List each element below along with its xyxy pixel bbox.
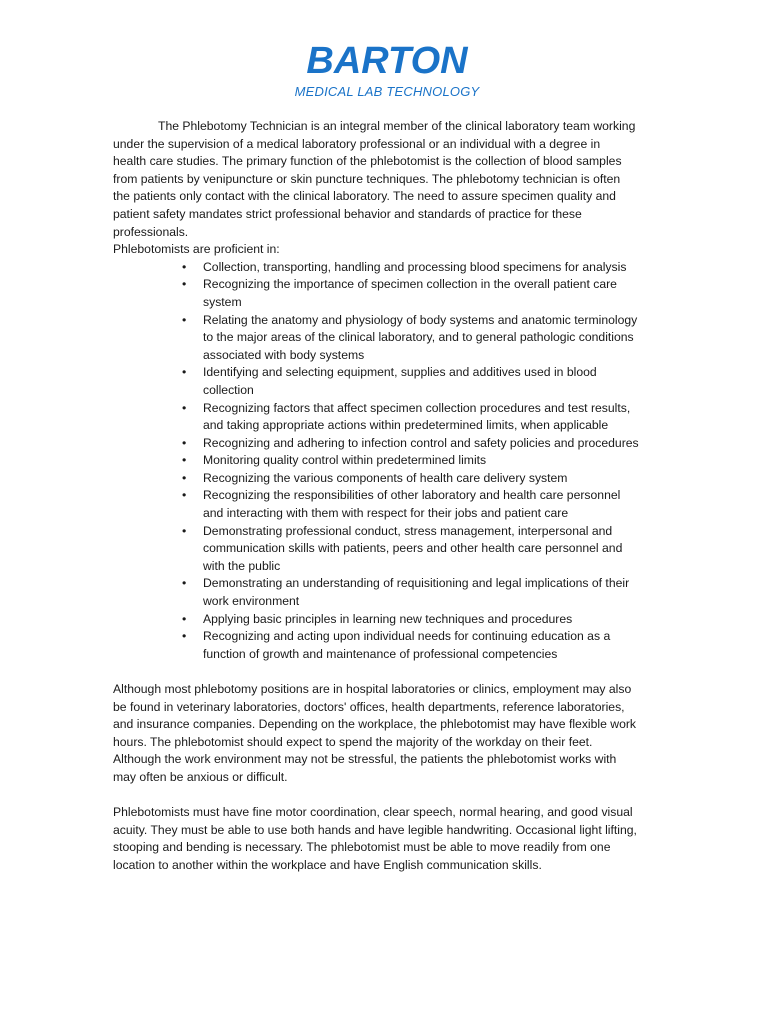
list-item-line: Collection, transporting, handling and processing blood specimens for analysis bbox=[203, 259, 627, 274]
paragraph-spacer bbox=[113, 787, 673, 805]
bullet-icon: • bbox=[182, 611, 187, 626]
list-item-line: function of growth and maintenance of professional competencies bbox=[203, 646, 558, 661]
list-item-line: collection bbox=[203, 382, 254, 397]
list-item-line: Demonstrating an understanding of requisitioning and legal implications of their bbox=[203, 576, 630, 591]
list-item bbox=[113, 259, 673, 277]
list-item bbox=[113, 611, 673, 629]
list-item-line: and taking appropriate actions within predetermined limits, when applicable bbox=[203, 418, 609, 433]
list-item bbox=[113, 628, 673, 663]
list-item-line: Applying basic principles in learning new techniques and procedures bbox=[203, 611, 573, 626]
logo-tagline: MEDICAL LAB TECHNOLOGY bbox=[294, 84, 480, 99]
list-item-line: communication skills with patients, peers and other health care personnel and bbox=[203, 541, 623, 556]
list-item-line: Demonstrating professional conduct, stress management, interpersonal and bbox=[203, 523, 613, 538]
bullet-icon: • bbox=[182, 259, 187, 274]
paragraph-line: stooping and bending is necessary. The phlebotomist must be able to move readily from one bbox=[113, 840, 611, 855]
bullet-icon: • bbox=[182, 435, 187, 450]
list-item-line: work environment bbox=[203, 594, 300, 609]
list-item-line: system bbox=[203, 294, 242, 309]
bullet-icon: • bbox=[182, 453, 187, 468]
paragraph-line: be found in veterinary laboratories, doctors' offices, health departments, reference laboratories, bbox=[113, 699, 625, 714]
paragraph-line: health care studies. The primary function of the phlebotomist is the collection of blood samples bbox=[113, 154, 622, 169]
intro-paragraph bbox=[113, 118, 673, 241]
list-item-line: Recognizing and acting upon individual needs for continuing education as a bbox=[203, 629, 611, 644]
list-item-line: Recognizing factors that affect specimen collection procedures and test results, bbox=[203, 400, 631, 415]
bullet-icon: • bbox=[182, 629, 187, 644]
list-heading: Phlebotomists are proficient in: bbox=[113, 242, 280, 257]
list-item bbox=[113, 312, 673, 365]
list-item bbox=[113, 435, 673, 453]
paragraph-line: The Phlebotomy Technician is an integral member of the clinical laboratory team working bbox=[158, 119, 636, 133]
bullet-icon: • bbox=[182, 400, 187, 415]
paragraph-line: location to another within the workplace and have English communication skills. bbox=[113, 857, 542, 872]
paragraph-line: from patients by venipuncture or skin puncture techniques. The phlebotomy technician is often bbox=[113, 171, 621, 186]
paragraph-line: acuity. They must be able to use both hands and have legible handwriting. Occasional light lifting, bbox=[113, 822, 637, 837]
list-item-line: Recognizing the various components of health care delivery system bbox=[203, 470, 568, 485]
bullet-icon: • bbox=[182, 488, 187, 503]
paragraph-line: may often be anxious or difficult. bbox=[113, 769, 288, 784]
list-item bbox=[113, 452, 673, 470]
list-item-line: Recognizing the responsibilities of other laboratory and health care personnel bbox=[203, 488, 621, 503]
paragraph-line: Although the work environment may not be stressful, the patients the phlebotomist works with bbox=[113, 752, 617, 767]
paragraph-line: patient safety mandates strict professional behavior and standards of practice for these bbox=[113, 206, 582, 221]
bullet-icon: • bbox=[182, 312, 187, 327]
list-item bbox=[113, 400, 673, 435]
list-item-line: with the public bbox=[203, 558, 281, 573]
list-item bbox=[113, 364, 673, 399]
list-item-line: Monitoring quality control within predetermined limits bbox=[203, 453, 487, 468]
paragraph-line: under the supervision of a medical laboratory professional or an individual with a degree in bbox=[113, 136, 601, 151]
document-body bbox=[113, 118, 673, 875]
logo-name: BARTON bbox=[306, 40, 468, 82]
paragraph-line: professionals. bbox=[113, 224, 189, 239]
list-item-line: Identifying and selecting equipment, supplies and additives used in blood bbox=[203, 365, 597, 380]
body-paragraph bbox=[113, 804, 673, 874]
list-item-line: associated with body systems bbox=[203, 347, 365, 362]
list-item bbox=[113, 487, 673, 522]
body-paragraph bbox=[113, 681, 673, 787]
proficiency-list bbox=[113, 259, 673, 664]
paragraph-line: Although most phlebotomy positions are in hospital laboratories or clinics, employment may also bbox=[113, 682, 632, 696]
paragraph-line: hours. The phlebotomist should expect to spend the majority of the workday on their feet. bbox=[113, 734, 593, 749]
list-item bbox=[113, 470, 673, 488]
paragraph-line: the patients only contact with the clinical laboratory. The need to assure specimen quality and bbox=[113, 189, 616, 204]
list-item-line: Recognizing and adhering to infection control and safety policies and procedures bbox=[203, 435, 639, 450]
bullet-icon: • bbox=[182, 365, 187, 380]
list-item-line: to the major areas of the clinical laboratory, and to general pathologic conditions bbox=[203, 330, 634, 345]
list-item bbox=[113, 523, 673, 576]
list-item-line: and interacting with them with respect for their jobs and patient care bbox=[203, 506, 569, 521]
paragraph-line: and insurance companies. Depending on the workplace, the phlebotomist may have flexible work bbox=[113, 717, 637, 732]
paragraph-line: Phlebotomists must have fine motor coordination, clear speech, normal hearing, and good visual bbox=[113, 805, 633, 820]
list-item-line: Relating the anatomy and physiology of body systems and anatomic terminology bbox=[203, 312, 638, 327]
bullet-icon: • bbox=[182, 277, 187, 292]
bullet-icon: • bbox=[182, 523, 187, 538]
barton-logo bbox=[262, 38, 512, 100]
bullet-icon: • bbox=[182, 576, 187, 591]
list-item-line: Recognizing the importance of specimen collection in the overall patient care bbox=[203, 277, 617, 292]
list-item bbox=[113, 575, 673, 610]
bullet-icon: • bbox=[182, 470, 187, 485]
list-item bbox=[113, 276, 673, 311]
paragraph-spacer bbox=[113, 663, 673, 681]
